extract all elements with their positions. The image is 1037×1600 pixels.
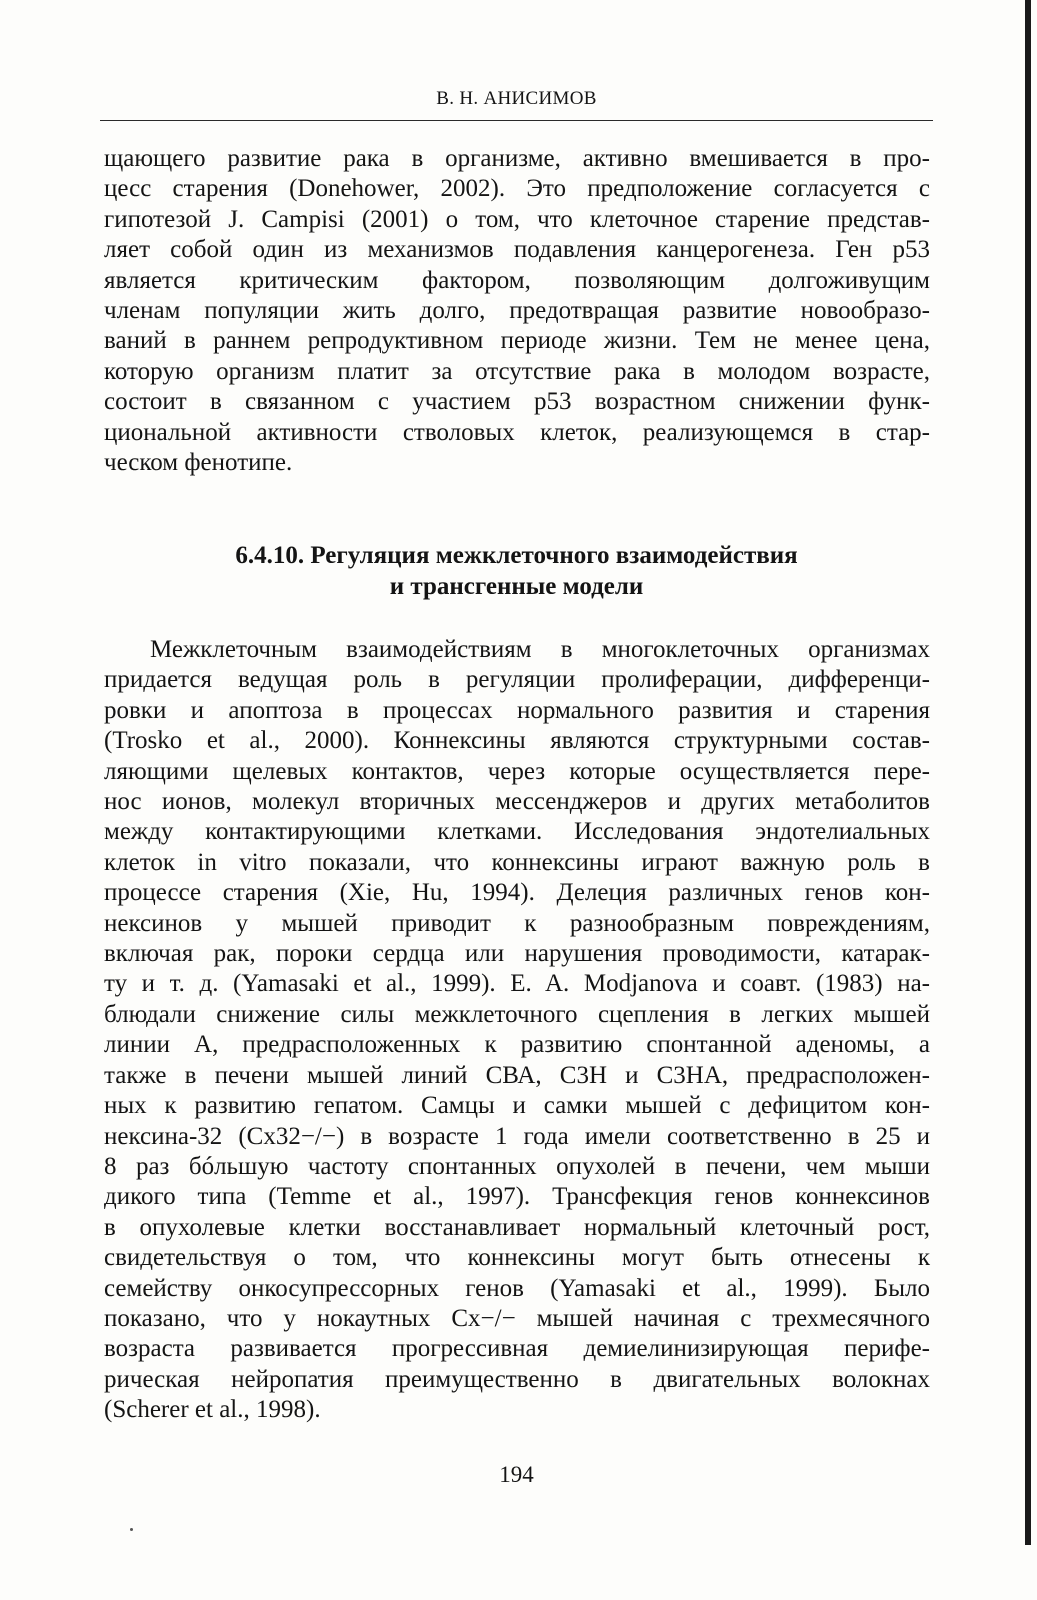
scan-speck (130, 1528, 133, 1531)
text-line: Межклеточным взаимодействиям в многоклеточных организмах (150, 636, 930, 663)
page-number: 194 (499, 1462, 534, 1487)
text-line: ваний в раннем репродуктивном периоде жизни. Тем не менее цена, (104, 327, 930, 355)
text-line: семейству онкосупрессорных генов (Yamasaki et al., 1999). Было (104, 1274, 930, 1302)
text-line: состоит в связанном с участием p53 возрастном снижении функ- (104, 388, 930, 416)
text-line: которую организм платит за отсутствие рака в молодом возрасте, (104, 357, 930, 385)
text-line: процессе старения (Xie, Hu, 1994). Делеция различных генов кон- (104, 879, 930, 907)
text-line: возраста развивается прогрессивная демиелинизирующая перифе- (104, 1335, 930, 1363)
section-heading-line-1: 6.4.10. Регуляция межклеточного взаимодействия (235, 542, 798, 569)
text-line: циональной активности стволовых клеток, реализующемся в стар- (104, 418, 930, 446)
text-line: блюдали снижение силы межклеточного сцепления в легких мышей (104, 1000, 930, 1028)
section-heading-line-2: и трансгенные модели (389, 573, 644, 600)
header-rule (100, 120, 933, 121)
text-line: линии А, предрасположенных к развитию спонтанной аденомы, а (104, 1031, 930, 1059)
text-line: щающего развитие рака в организме, активно вмешивается в про- (104, 145, 930, 172)
text-line: является критическим фактором, позволяющим долгоживущим (104, 266, 930, 294)
text-line: нексина-32 (Cx32−/−) в возрасте 1 года имели соответственно в 25 и (104, 1122, 930, 1150)
paragraph-2 (104, 635, 930, 1426)
text-line: ляющими щелевых контактов, через которые осуществляется пере- (104, 757, 930, 785)
text-line: членам популяции жить долго, предотвращая развитие новообразо- (104, 297, 930, 325)
text-line: ляет собой один из механизмов подавления канцерогенеза. Ген p53 (104, 236, 930, 264)
text-line: ных к развитию гепатом. Самцы и самки мышей с дефицитом кон- (104, 1092, 930, 1120)
text-line: (Scherer et al., 1998). (104, 1396, 321, 1424)
text-line: цесс старения (Donehower, 2002). Это предположение согласуется с (104, 175, 930, 203)
text-line: нос ионов, молекул вторичных мессенджеров и других метаболитов (104, 788, 930, 816)
text-line: ту и т. д. (Yamasaki et al., 1999). E. A. Modjanova и соавт. (1983) на- (104, 970, 930, 998)
running-header: В. Н. АНИСИМОВ (436, 88, 597, 109)
text-line: также в печени мышей линий СВА, С3Н и С3НА, предрасположен- (104, 1061, 930, 1089)
text-line: в опухолевые клетки восстанавливает нормальный клеточный рост, (104, 1213, 930, 1241)
text-line: между контактирующими клетками. Исследования эндотелиальных (104, 818, 930, 846)
text-line: (Trosko et al., 2000). Коннексины являются структурными состав- (104, 727, 930, 755)
text-line: придается ведущая роль в регуляции пролиферации, дифференци- (104, 666, 930, 694)
text-line: клеток in vitro показали, что коннексины играют важную роль в (104, 848, 930, 876)
text-line: показано, что у нокаутных Cx−/− мышей начиная с трехмесячного (104, 1304, 930, 1332)
section-heading (100, 540, 933, 602)
text-line: 8 раз бóльшую частоту спонтанных опухолей в печени, чем мыши (104, 1152, 930, 1180)
text-line: ровки и апоптоза в процессах нормального развития и старения (104, 696, 930, 724)
text-line: включая рак, пороки сердца или нарушения проводимости, катарак- (104, 940, 930, 968)
text-line: ческом фенотипе. (104, 449, 293, 477)
paragraph-1 (104, 144, 930, 478)
text-line: дикого типа (Temme et al., 1997). Трансфекция генов коннексинов (104, 1183, 930, 1211)
scan-border (1025, 0, 1031, 1545)
text-line: рическая нейропатия преимущественно в двигательных волокнах (104, 1365, 930, 1393)
text-line: гипотезой J. Campisi (2001) о том, что клеточное старение представ- (104, 205, 930, 233)
text-line: свидетельствуя о том, что коннексины могут быть отнесены к (104, 1244, 930, 1272)
text-line: нексинов у мышей приводит к разнообразным повреждениям, (104, 909, 930, 937)
